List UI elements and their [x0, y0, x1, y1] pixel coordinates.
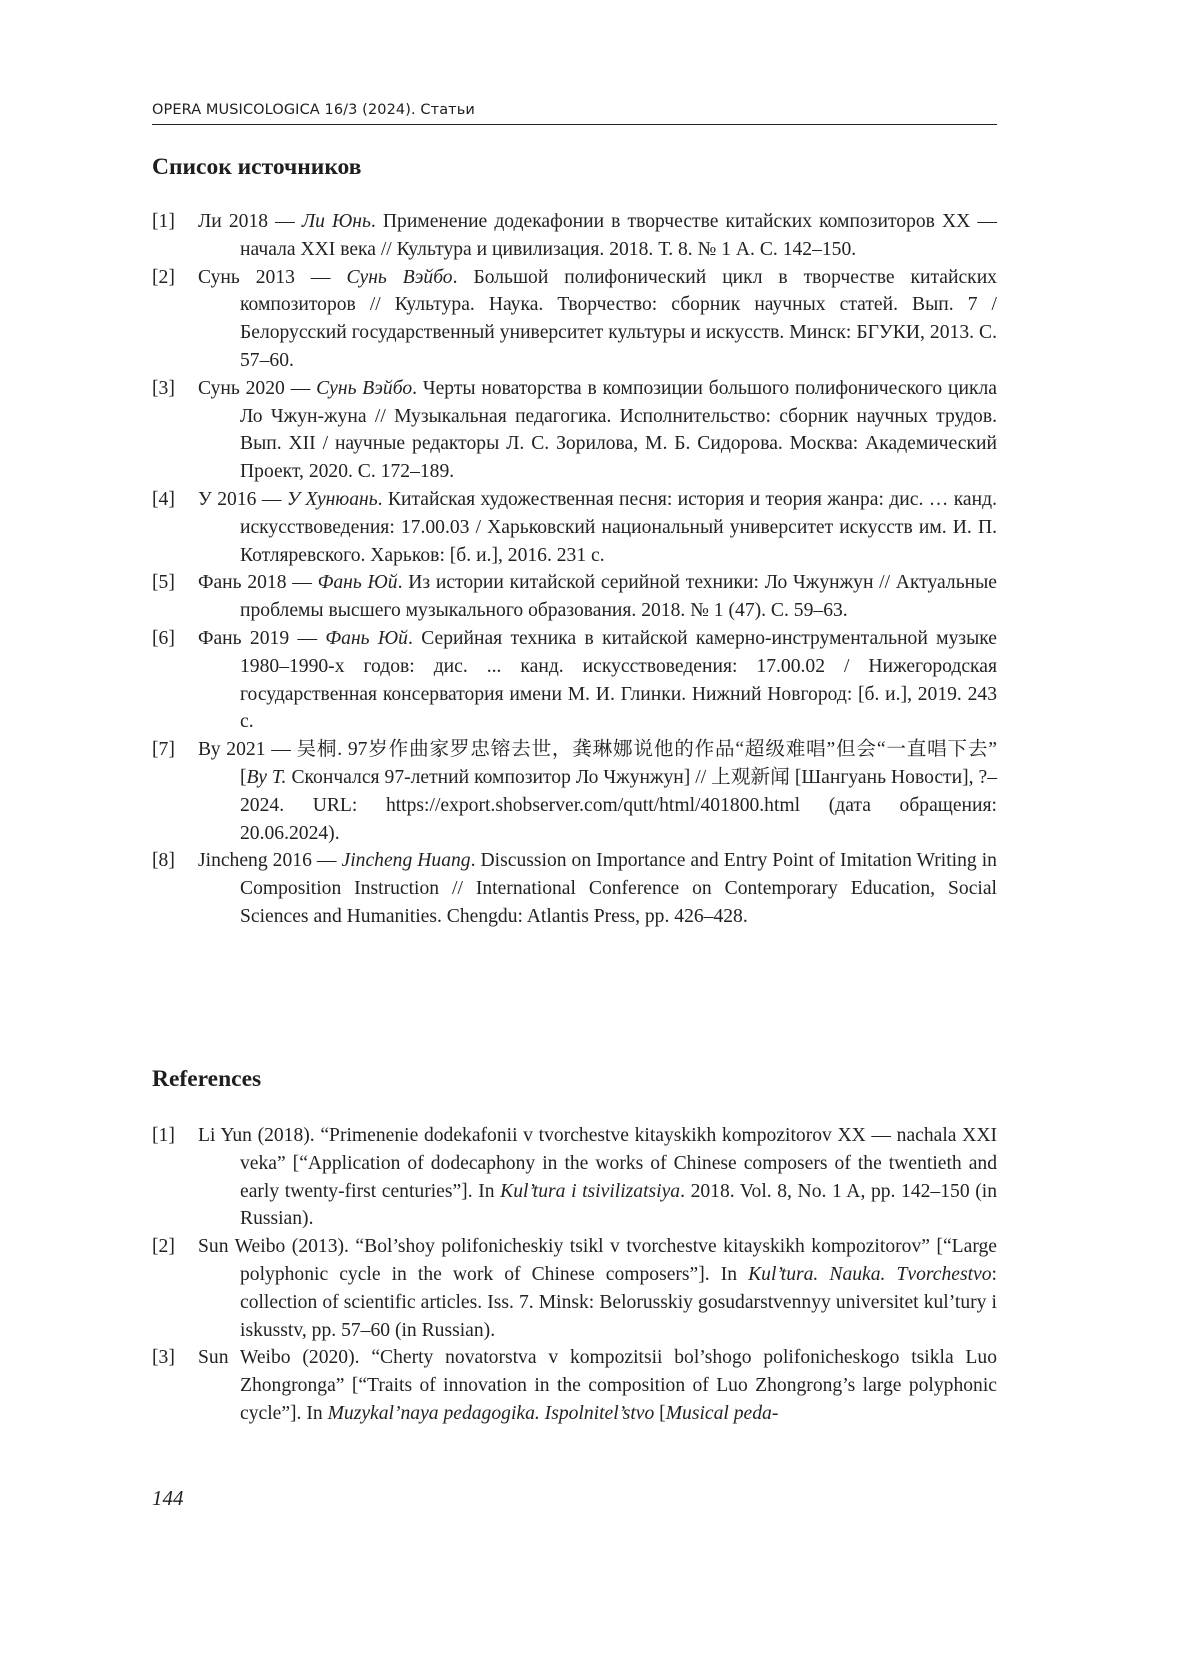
source-item-6: [152, 625, 997, 736]
ref-lead: У 2016 —: [198, 488, 287, 510]
ref-author: Сунь Вэйбо: [346, 266, 453, 288]
sources-list: [152, 208, 997, 931]
ref-number: [ 7 ]: [152, 736, 175, 764]
ref-lead: Фань 2018 —: [198, 572, 318, 594]
references-heading: References: [152, 1066, 262, 1092]
ref-author: Сунь Вэйбо: [316, 377, 413, 399]
ref-number: [ 4 ]: [152, 486, 175, 514]
source-item-7: [152, 736, 997, 847]
reference-item-2: [152, 1233, 997, 1344]
ref-author: Ли Юнь: [301, 211, 371, 232]
references-section: [152, 1062, 997, 1428]
ref-body: Li Yun (2018). “Primenenie dodekafonii v tvorchestve kitayskikh kompozitorov XX — nachala XXI veka” [“Application of dodecaphony in the works of Chinese composers of the twentieth and early twenty-first centuries”]. In: [198, 1125, 997, 1202]
ref-author: Фань Юй: [325, 627, 408, 649]
ref-lead: Ли 2018 —: [198, 211, 302, 232]
ref-lead: Jincheng 2016 —: [198, 850, 342, 872]
ref-body: . 2018. Vol. 8, No. 1 A, pp. 142–150 (in Russian).: [240, 1180, 997, 1230]
sources-section: [152, 150, 997, 931]
ref-lead: Фань 2019 —: [198, 627, 326, 649]
source-item-8: [152, 847, 997, 930]
reference-item-1: [152, 1122, 997, 1233]
ref-body: . Китайская художественная песня: история и теория жанра: дис. … канд. искусствоведения: 17.00.03 / Харьковский национальный университет искусств им. И. П. Котляревского. Харьков: [б. и.], 2016. 231 с.: [240, 488, 997, 566]
ref-body: Sun Weibo (2020). “Cherty novatorstva v kompozitsii bol’shogo polifonicheskogo tsikla Luo Zhongronga” [“Traits of innovation in the composition of Luo Zhongrong’s large polyphonic cycle”]. In: [198, 1347, 997, 1424]
ref-number: [ 6 ]: [152, 625, 175, 653]
ref-body: . Серийная техника в китайской камерно-инструментальной музыке 1980–1990-х годов: дис. ... канд. искусствоведения: 17.00.02 / Нижегородская государственная консерватория имени М. И. Глинки. Нижний Новгород: [б. и.], 2019. 243 с.: [240, 627, 997, 733]
running-header: OPERA MUSICOLOGICA 16/3 (2024). Статьи: [152, 102, 475, 118]
page-number: 144: [152, 1486, 184, 1510]
ref-lead: Сунь 2013 —: [198, 266, 347, 288]
ref-number: [ 1 ]: [152, 1122, 175, 1150]
ref-lead: Сунь 2020 —: [198, 377, 317, 399]
ref-journal-title: Kul’tura i tsivilizatsiya: [500, 1180, 681, 1202]
ref-number: [ 2 ]: [152, 1233, 175, 1261]
ref-body: . Из истории китайской серийной техники: Ло Чжунжун // Актуальные проблемы высшего музыкального образования. 2018. № 1 (47). С. 59–63.: [240, 572, 997, 622]
ref-author: Ву Т.: [246, 766, 287, 788]
source-item-5: [152, 569, 997, 625]
reference-item-3: [152, 1344, 997, 1427]
ref-number: [ 2 ]: [152, 264, 175, 292]
ref-number: [ 3 ]: [152, 375, 175, 403]
ref-journal-title: Muzykal’naya pedagogika. Ispolnitel’stvo: [327, 1402, 655, 1424]
header-rule: [152, 124, 997, 125]
ref-author: Jincheng Huang: [341, 850, 471, 872]
ref-body: . Применение додекафонии в творчестве китайских композиторов XX — начала XXI века // Культура и цивилизация. 2018. Т. 8. № 1 А. С. 142–150.: [240, 211, 997, 260]
ref-number: [ 3 ]: [152, 1344, 175, 1372]
ref-body: [: [654, 1402, 666, 1424]
source-item-4: [152, 486, 997, 569]
ref-number: [ 1 ]: [152, 208, 175, 236]
source-item-2: [152, 264, 997, 375]
source-item-3: [152, 375, 997, 486]
ref-author: У Хунюань: [286, 488, 378, 510]
ref-body: . Черты новаторства в композиции большого полифонического цикла Ло Чжун-жуна // Музыкальная педагогика. Исполнительство: сборник научных трудов. Вып. XII / научные редакторы Л. С. Зорилова, М. Б. Сидорова. Москва: Академический Проект, 2020. С. 172–189.: [240, 377, 997, 483]
ref-body: . Большой полифонический цикл в творчестве китайских композиторов // Культура. Наука. Творчество: сборник научных статей. Вып. 7 / Белорусский государственный университет культуры и искусств. Минск: БГУКИ, 2013. С. 57–60.: [240, 266, 997, 371]
source-item-1: [152, 208, 997, 264]
ref-translated-title: Musical peda-: [665, 1402, 779, 1424]
sources-heading: Список источников: [152, 154, 362, 180]
references-list: [152, 1122, 997, 1428]
ref-number: [ 8 ]: [152, 847, 175, 875]
ref-number: [ 5 ]: [152, 569, 175, 597]
ref-body: . Discussion on Importance and Entry Point of Imitation Writing in Composition Instruction // International Conference on Contemporary Education, Social Sciences and Humanities. Chengdu: Atlantis Press, pp. 426–428.: [240, 850, 997, 927]
ref-lead: Ву 2021 — 吴桐. 97岁作曲家罗忠镕去世，龚琳娜说他的作品“超级难唱”但会“一直唱下去” [: [198, 739, 997, 788]
ref-body: Sun Weibo (2013). “Bol’shoy polifonicheskiy tsikl v tvorchestve kitayskikh kompozitorov” [“Large polyphonic cycle in the work of Chinese composers”]. In: [198, 1236, 997, 1285]
journal-page: [152, 0, 997, 1674]
ref-body: : collection of scientific articles. Iss. 7. Minsk: Belorusskiy gosudarstvennyy universitet kul’tury i iskusstv, pp. 57–60 (in Russian).: [240, 1263, 997, 1341]
ref-author: Фань Юй: [317, 572, 398, 594]
ref-body: Скончался 97-летний композитор Ло Чжунжун] // 上观新闻 [Шангуань Новости], ?–2024. URL: https://export.shobserver.com/qutt/html/401800.html (дата обращения: 20.06.2024).: [240, 766, 997, 844]
ref-journal-title: Kul’tura. Nauka. Tvorchestvo: [748, 1263, 992, 1285]
